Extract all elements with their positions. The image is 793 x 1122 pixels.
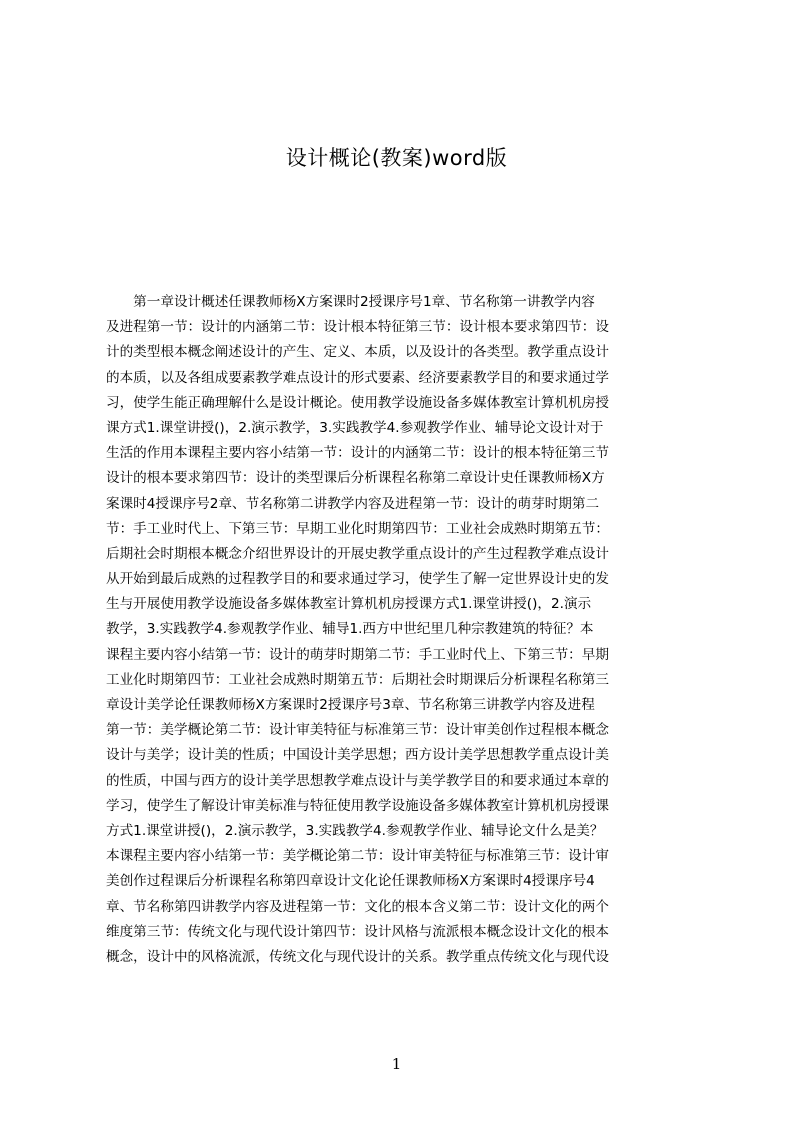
text-line: 第一节：美学概论第二节：设计审美特征与标准第三节：设计审美创作过程根本概念	[106, 722, 609, 739]
text-line: 的本质，以及各组成要素教学难点设计的形式要素、经济要素教学目的和要求通过学	[106, 369, 609, 386]
body-paragraph	[106, 290, 698, 970]
text-line: 本课程主要内容小结第一节：美学概论第二节：设计审美特征与标准第三节：设计审	[106, 848, 609, 865]
text-line: 方式1.课堂讲授()，2.演示教学，3.实践教学4.参观教学作业、辅导论文什么是美？	[106, 822, 604, 839]
text-line: 计的类型根本概念阐述设计的产生、定义、本质，以及设计的各类型。教学重点设计	[106, 344, 609, 361]
text-line: 工业化时期第四节：工业社会成熟时期第五节：后期社会时期课后分析课程名称第三	[106, 671, 609, 688]
text-line: 课方式1.课堂讲授()，2.演示教学，3.实践教学4.参观教学作业、辅导论文设计对于	[106, 419, 604, 436]
text-line: 后期社会时期根本概念介绍世界设计的开展史教学重点设计的产生过程教学难点设计	[106, 545, 609, 562]
text-line: 学习，使学生了解设计审美标准与特征使用教学设施设备多媒体教室计算机机房授课	[106, 797, 609, 814]
page-number: 1	[391, 1055, 402, 1073]
text-line: 习，使学生能正确理解什么是设计概论。使用教学设施设备多媒体教室计算机机房授	[106, 394, 609, 411]
text-line: 设计的根本要求第四节：设计的类型课后分析课程名称第二章设计史任课教师杨X方	[106, 470, 605, 487]
text-line: 课程主要内容小结第一节：设计的萌芽时期第二节：手工业时代上、下第三节：早期	[106, 646, 609, 663]
text-line: 节：手工业时代上、下第三节：早期工业化时期第四节：工业社会成熟时期第五节：	[106, 520, 609, 537]
text-line: 章、节名称第四讲教学内容及进程第一节：文化的根本含义第二节：设计文化的两个	[106, 898, 609, 915]
text-line: 章设计美学论任课教师杨X方案课时2授课序号3章、节名称第三讲教学内容及进程	[106, 697, 595, 713]
text-line: 案课时4授课序号2章、节名称第二讲教学内容及进程第一节：设计的萌芽时期第二	[106, 495, 600, 512]
text-line: 设计与美学；设计美的性质；中国设计美学思想；西方设计美学思想教学重点设计美	[106, 747, 609, 764]
text-line: 教学，3.实践教学4.参观教学作业、辅导1.西方中世纪里几种宗教建筑的特征？本	[106, 621, 594, 638]
text-line: 概念，设计中的风格流派，传统文化与现代设计的关系。教学重点传统文化与现代设	[106, 948, 609, 965]
text-line: 生活的作用本课程主要内容小结第一节：设计的内涵第二节：设计的根本特征第三节	[106, 445, 609, 462]
text-line: 第一章设计概述任课教师杨X方案课时2授课序号1章、节名称第一讲教学内容	[106, 294, 595, 310]
text-line: 及进程第一节：设计的内涵第二节：设计根本特征第三节：设计根本要求第四节：设	[106, 319, 609, 336]
text-line: 维度第三节：传统文化与现代设计第四节：设计风格与流派根本概念设计文化的根本	[106, 923, 609, 940]
text-line: 的性质，中国与西方的设计美学思想教学难点设计与美学教学目的和要求通过本章的	[106, 772, 609, 789]
text-line: 美创作过程课后分析课程名称第四章设计文化论任课教师杨X方案课时4授课序号4	[106, 873, 595, 890]
text-line: 从开始到最后成熟的过程教学目的和要求通过学习，使学生了解一定世界设计史的发	[106, 571, 609, 588]
text-line: 生与开展使用教学设施设备多媒体教室计算机机房授课方式1.课堂讲授()，2.演示	[106, 596, 592, 613]
document-title: 设计概论(教案)word版	[285, 146, 508, 170]
